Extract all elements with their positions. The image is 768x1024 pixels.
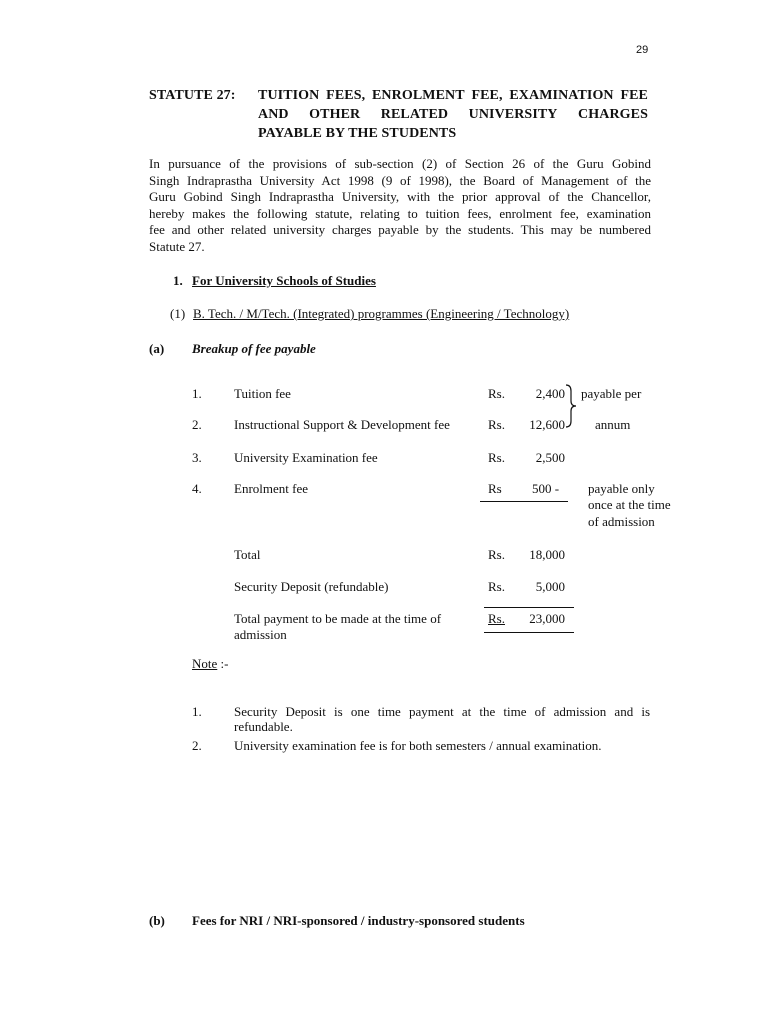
fee-row-number: 2. [192, 417, 202, 432]
payment-top-rule [484, 607, 574, 608]
note-item-number: 1. [192, 704, 202, 719]
deposit-amount: 5,000 [535, 579, 565, 594]
statute-title-line-3: PAYABLE BY THE STUDENTS [258, 126, 457, 141]
page-number: 29 [636, 44, 649, 56]
payment-label-line-2: admission [234, 627, 287, 642]
section-number: 1. [173, 273, 183, 288]
note-heading-suffix: :- [217, 656, 229, 671]
statute-title-line-1 [258, 88, 648, 104]
fee-row-number: 3. [192, 450, 202, 465]
total-amount: 18,000 [529, 547, 565, 562]
remark-once-line: once at the time [588, 497, 671, 512]
part-a-heading: Breakup of fee payable [192, 341, 316, 356]
deposit-currency: Rs. [488, 579, 505, 594]
title-word: RELATED [380, 107, 449, 122]
title-word: FEE [620, 88, 648, 103]
part-b-label: (b) [149, 913, 165, 928]
fee-row-amount: 12,600 [529, 417, 565, 432]
statute-label: STATUTE 27: [149, 88, 236, 103]
title-word: FEES, [326, 88, 366, 103]
note-heading [192, 656, 228, 672]
intro-line: Guru Gobind Singh Indraprastha University, with the prior approval of the Chancellor, [149, 189, 651, 204]
intro-line: In pursuance of the provisions of sub-section (2) of Section 26 of the Guru Gobind [149, 156, 651, 171]
fee-row-number: 4. [192, 481, 202, 496]
fee-row-currency: Rs. [488, 450, 505, 465]
note-item-number: 2. [192, 738, 202, 753]
payment-currency: Rs. [488, 611, 505, 626]
part-a-label: (a) [149, 341, 165, 356]
title-word: OTHER [309, 107, 361, 122]
title-word: TUITION [258, 88, 320, 103]
fee-row-number: 1. [192, 386, 202, 401]
payment-amount: 23,000 [529, 611, 565, 626]
title-word: ENROLMENT [371, 88, 465, 103]
remark-annual-line-2: annum [595, 417, 631, 432]
note-item-text: Security Deposit is one time payment at the time of admission and is refundable. [234, 704, 650, 734]
section-heading: For University Schools of Studies [192, 273, 376, 288]
payment-bottom-rule [484, 632, 574, 633]
statute-title-line-2 [258, 107, 648, 123]
intro-line: fee and other related university charges payable by the students. This may be numbered [149, 222, 651, 237]
note-item-text: University examination fee is for both semesters / annual examination. [234, 738, 602, 753]
title-word: CHARGES [578, 107, 648, 122]
note-heading-text: Note [192, 656, 218, 671]
remark-once-line: payable only [588, 481, 655, 496]
total-label: Total [234, 547, 261, 562]
total-currency: Rs. [488, 547, 505, 562]
title-word: EXAMINATION [509, 88, 614, 103]
remark-annual-line-1: payable per [581, 386, 642, 401]
remark-once-line: of admission [588, 514, 655, 529]
fee-row-currency: Rs. [488, 386, 505, 401]
intro-line: hereby makes the following statute, relating to tuition fees, enrolment fee, examination [149, 205, 651, 221]
fee-row-amount: 2,500 [535, 450, 565, 465]
subtotal-rule [480, 501, 568, 502]
fee-row-name: Instructional Support & Development fee [234, 417, 450, 432]
payment-label-line-1: Total payment to be made at the time of [234, 611, 442, 626]
intro-line: Statute 27. [149, 238, 205, 254]
deposit-label: Security Deposit (refundable) [234, 579, 389, 594]
intro-paragraph [149, 156, 651, 255]
part-b-heading: Fees for NRI / NRI-sponsored / industry-sponsored students [192, 913, 525, 928]
title-word: AND [258, 107, 289, 122]
fee-row-currency: Rs. [488, 417, 505, 432]
fee-row-name: Tuition fee [234, 386, 291, 401]
title-word: UNIVERSITY [468, 107, 558, 122]
fee-row-name: University Examination fee [234, 450, 378, 465]
subsection-number: (1) [170, 306, 186, 321]
right-brace-icon [564, 383, 578, 429]
fee-row-name: Enrolment fee [234, 481, 308, 496]
subsection-title: B. Tech. / M/Tech. (Integrated) programmes (Engineering / Technology) [193, 306, 570, 321]
intro-line: Singh Indraprastha University Act 1998 (9 of 1998), the Board of Management of the [149, 172, 651, 188]
title-word: FEE, [471, 88, 503, 103]
fee-row-amount: 2,400 [535, 386, 565, 401]
fee-row-amount: 500 - [532, 481, 560, 496]
fee-row-currency: Rs [488, 481, 502, 496]
